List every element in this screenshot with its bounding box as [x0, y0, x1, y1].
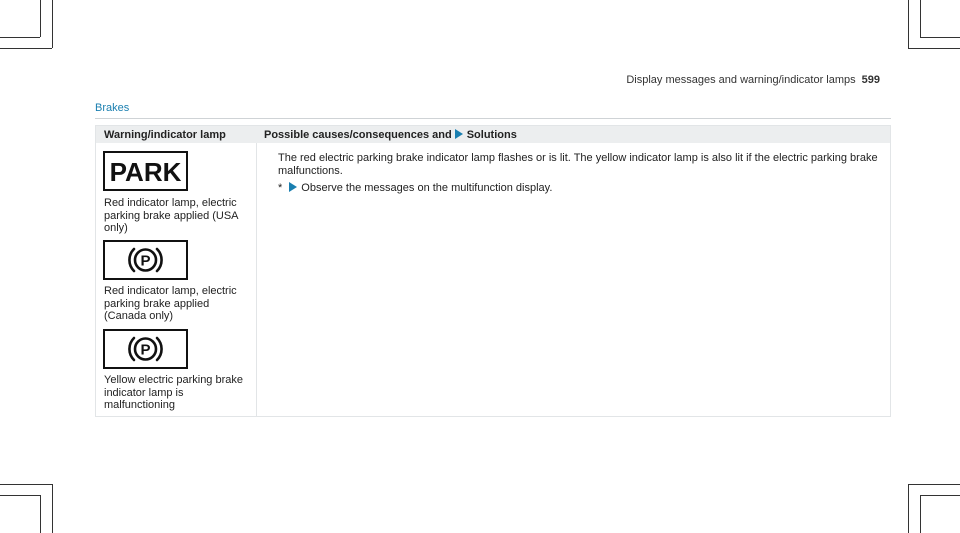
solution-bullet: *	[278, 182, 283, 194]
section-divider	[95, 118, 891, 119]
arrow-right-icon	[455, 129, 463, 139]
park-text-icon	[103, 151, 188, 191]
section-title: Brakes	[95, 102, 130, 114]
crop-mark	[0, 37, 40, 38]
solution-text: Observe the messages on the multifunction display.	[301, 182, 553, 194]
column-divider	[256, 143, 257, 417]
parking-brake-svg	[105, 242, 186, 278]
crop-mark	[908, 484, 909, 533]
column-header-causes-lead: Possible causes/consequences and	[264, 129, 452, 141]
crop-mark	[920, 37, 960, 38]
crop-mark	[40, 495, 41, 533]
lamp-description: Red indicator lamp, electric parking brake applied (USA only)	[104, 197, 238, 234]
crop-mark	[0, 495, 40, 496]
crop-mark	[920, 495, 921, 533]
crop-mark	[52, 484, 53, 533]
column-header-lamp: Warning/indicator lamp	[104, 129, 226, 141]
lamp-description: Yellow electric parking brake indicator lamp is malfunctioning	[104, 374, 243, 411]
crop-mark	[908, 48, 960, 49]
crop-mark	[0, 484, 52, 485]
park-text-label: PARK	[109, 157, 182, 187]
lamp-table	[95, 125, 891, 417]
arrow-right-icon	[289, 182, 297, 192]
column-header-solutions: Solutions	[466, 129, 517, 141]
column-header-causes	[264, 129, 517, 141]
crop-mark	[920, 495, 960, 496]
running-header-title: Display messages and warning/indicator lamps	[626, 74, 856, 86]
parking-brake-p-icon	[103, 329, 188, 369]
crop-mark	[0, 48, 52, 49]
crop-mark	[920, 0, 921, 37]
parking-brake-p-icon	[103, 240, 188, 280]
svg-text:P: P	[140, 341, 151, 359]
crop-mark	[908, 484, 960, 485]
running-header	[600, 74, 880, 86]
parking-brake-svg	[105, 331, 186, 367]
solution-step	[278, 182, 552, 194]
page-number: 599	[861, 74, 880, 86]
crop-mark	[40, 0, 41, 37]
cause-text: The red electric parking brake indicator lamp flashes or is lit. The yellow indicator lamp is also lit if the electric parking brake malfunctions.	[278, 152, 878, 177]
park-text-svg	[105, 153, 186, 189]
crop-mark	[52, 0, 53, 48]
svg-text:P: P	[140, 252, 151, 270]
table-header	[96, 126, 890, 143]
crop-mark	[908, 0, 909, 48]
lamp-description: Red indicator lamp, electric parking brake applied (Canada only)	[104, 285, 237, 322]
